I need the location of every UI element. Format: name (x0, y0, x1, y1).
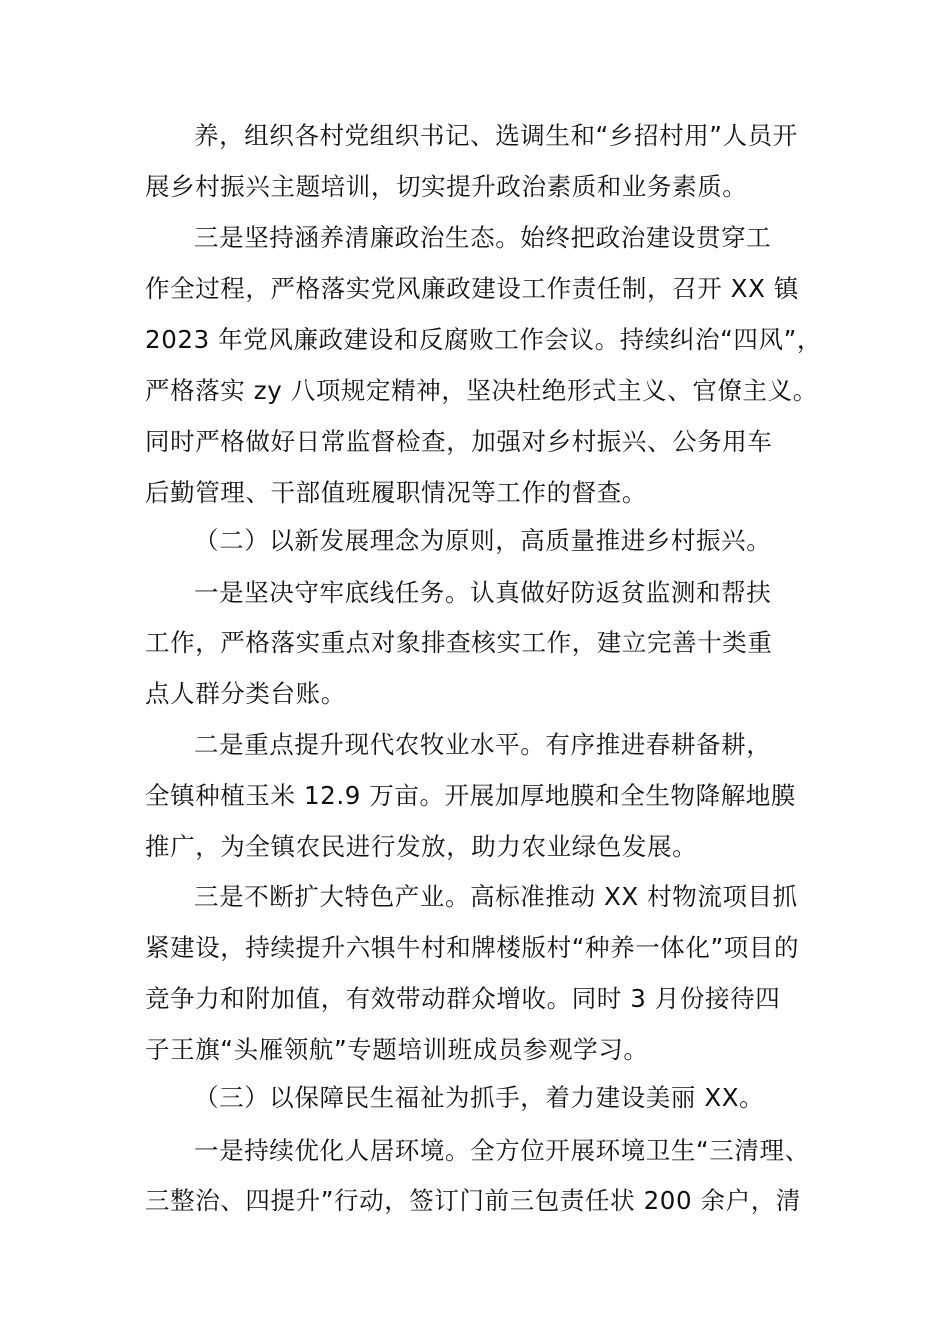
paragraph-line: 子王旗“头雁领航”专题培训班成员参观学习。 (145, 1035, 649, 1064)
paragraph-line: 同时严格做好日常监督检查，加强对乡村振兴、公务用车 (145, 427, 773, 456)
paragraph-line: 三是坚持涵养清廉政治生态。始终把政治建设贯穿工 (194, 223, 772, 252)
section-heading: （三）以保障民生福祉为抓手，着力建设美丽 XX。 (194, 1083, 765, 1112)
paragraph-line: 一是持续优化人居环境。全方位开展环境卫生“三清理、 (194, 1136, 810, 1165)
paragraph-line: 一是坚决守牢底线任务。认真做好防返贫监测和帮扶 (194, 578, 772, 607)
paragraph-line: 竞争力和附加值，有效带动群众增收。同时 3 月份接待四 (145, 984, 781, 1013)
paragraph-line: 作全过程，严格落实党风廉政建设工作责任制，召开 XX 镇 (145, 274, 799, 303)
paragraph-line: 养，组织各村党组织书记、选调生和“乡招村用”人员开 (194, 121, 798, 150)
paragraph-line: 后勤管理、干部值班履职情况等工作的督查。 (145, 478, 647, 507)
paragraph-line: 2023 年党风廉政建设和反腐败工作会议。持续纠治“四风”， (145, 325, 823, 354)
paragraph-line: 全镇种植玉米 12.9 万亩。开展加厚地膜和全生物降解地膜 (145, 781, 797, 810)
paragraph-line: 紧建设，持续提升六犋牛村和牌楼版村“种养一体化”项目的 (145, 933, 800, 962)
paragraph-line: 工作，严格落实重点对象排查核实工作，建立完善十类重 (145, 628, 773, 657)
paragraph-line: 点人群分类台账。 (145, 679, 346, 708)
paragraph-line: 二是重点提升现代农牧业水平。有序推进春耕备耕， (194, 730, 772, 759)
paragraph-line: 三是不断扩大特色产业。高标准推动 XX 村物流项目抓 (194, 882, 798, 911)
paragraph-line: 展乡村振兴主题培训，切实提升政治素质和业务素质。 (145, 172, 748, 201)
section-heading: （二）以新发展理念为原则，高质量推进乡村振兴。 (194, 526, 772, 555)
paragraph-line: 三整治、四提升”行动，签订门前三包责任状 200 余户，清 (145, 1186, 801, 1215)
paragraph-line: 推广，为全镇农民进行发放，助力农业绿色发展。 (145, 832, 698, 861)
paragraph-line: 严格落实 zy 八项规定精神，坚决杜绝形式主义、官僚主义。 (145, 376, 818, 405)
